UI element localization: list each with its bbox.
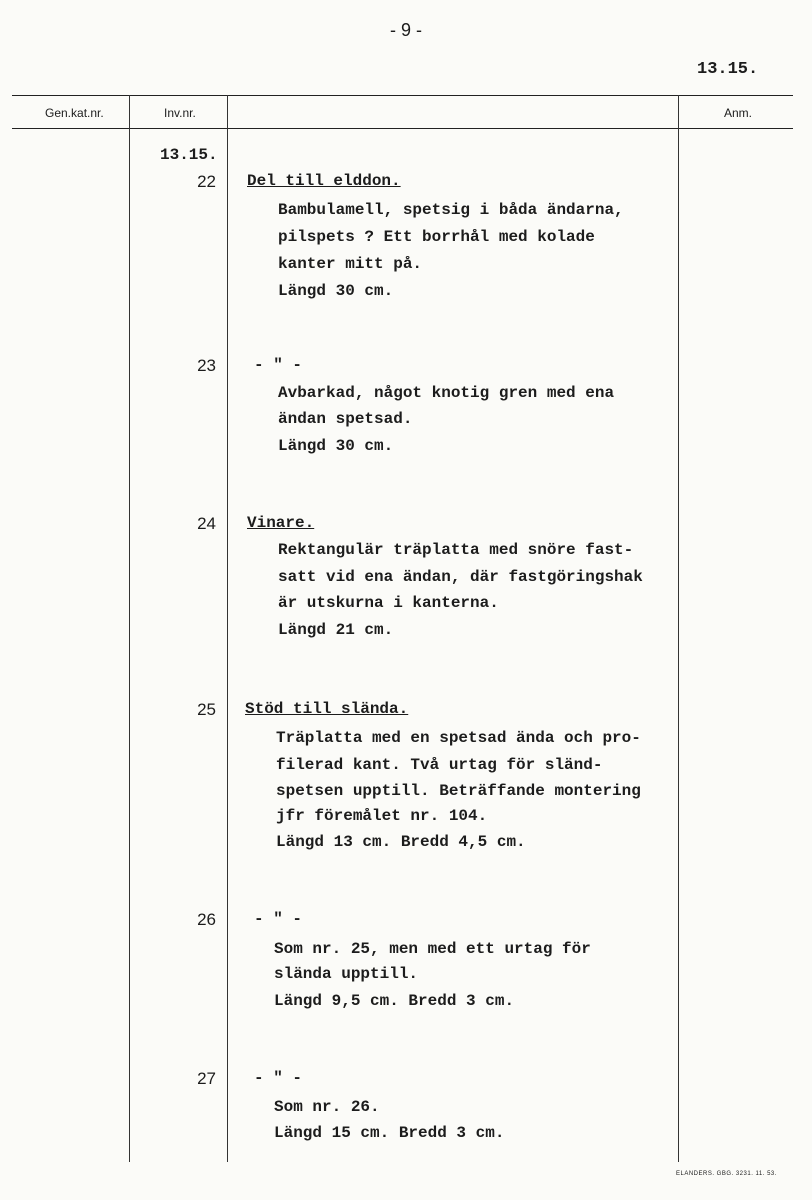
entry-line: Längd 30 cm.: [278, 282, 394, 300]
column-divider: [227, 95, 228, 1162]
header-invnr: Inv.nr.: [164, 106, 196, 120]
entry-title: Vinare.: [247, 514, 315, 532]
entry-line: Bambulamell, spetsig i båda ändarna,: [278, 201, 624, 219]
entry-number: 22: [197, 172, 216, 191]
printer-imprint: ELANDERS. GBG. 3231. 11. 53.: [676, 1171, 777, 1177]
entry-line: Som nr. 26.: [274, 1098, 380, 1116]
entry-line: Längd 13 cm. Bredd 4,5 cm.: [276, 833, 526, 851]
entry-line: spetsen upptill. Beträffande montering: [276, 782, 641, 800]
entry-line: satt vid ena ändan, där fastgöringshak: [278, 568, 643, 586]
entry-title: Stöd till slända.: [245, 700, 409, 718]
entry-line: pilspets ? Ett borrhål med kolade: [278, 228, 595, 246]
entry-line: är utskurna i kanterna.: [278, 594, 499, 612]
entry-line: jfr föremålet nr. 104.: [276, 807, 488, 825]
entry-number: 27: [197, 1069, 216, 1088]
entry-number: 26: [197, 910, 216, 929]
entry-line: Avbarkad, något knotig gren med ena: [278, 384, 615, 402]
header-anm: Anm.: [724, 106, 753, 120]
series-reference: 13.15.: [160, 146, 218, 164]
entry-line: Längd 15 cm. Bredd 3 cm.: [274, 1124, 505, 1142]
page-number: - 9 -: [389, 20, 422, 40]
entry-ditto: - " -: [254, 910, 303, 928]
entry-line: Längd 30 cm.: [278, 437, 394, 455]
column-divider: [678, 95, 679, 1162]
entry-line: filerad kant. Två urtag för sländ-: [276, 756, 603, 774]
entry-line: Rektangulär träplatta med snöre fast-: [278, 541, 634, 559]
entry-number: 23: [197, 356, 216, 375]
entry-title: Del till elddon.: [247, 172, 401, 190]
entry-line: Längd 21 cm.: [278, 621, 394, 639]
column-divider: [129, 95, 130, 1162]
entry-line: slända upptill.: [274, 965, 419, 983]
entry-line: kanter mitt på.: [278, 255, 423, 273]
entry-line: Längd 9,5 cm. Bredd 3 cm.: [274, 992, 515, 1010]
entry-line: Som nr. 25, men med ett urtag för: [274, 940, 591, 958]
header-genkat: Gen.kat.nr.: [45, 106, 104, 120]
entry-line: ändan spetsad.: [278, 410, 413, 428]
entry-number: 24: [197, 514, 216, 533]
entry-ditto: - " -: [254, 356, 303, 374]
entry-number: 25: [197, 700, 216, 719]
entry-ditto: - " -: [254, 1069, 303, 1087]
catalog-reference: 13.15.: [697, 60, 759, 79]
entry-line: Träplatta med en spetsad ända och pro-: [276, 729, 641, 747]
